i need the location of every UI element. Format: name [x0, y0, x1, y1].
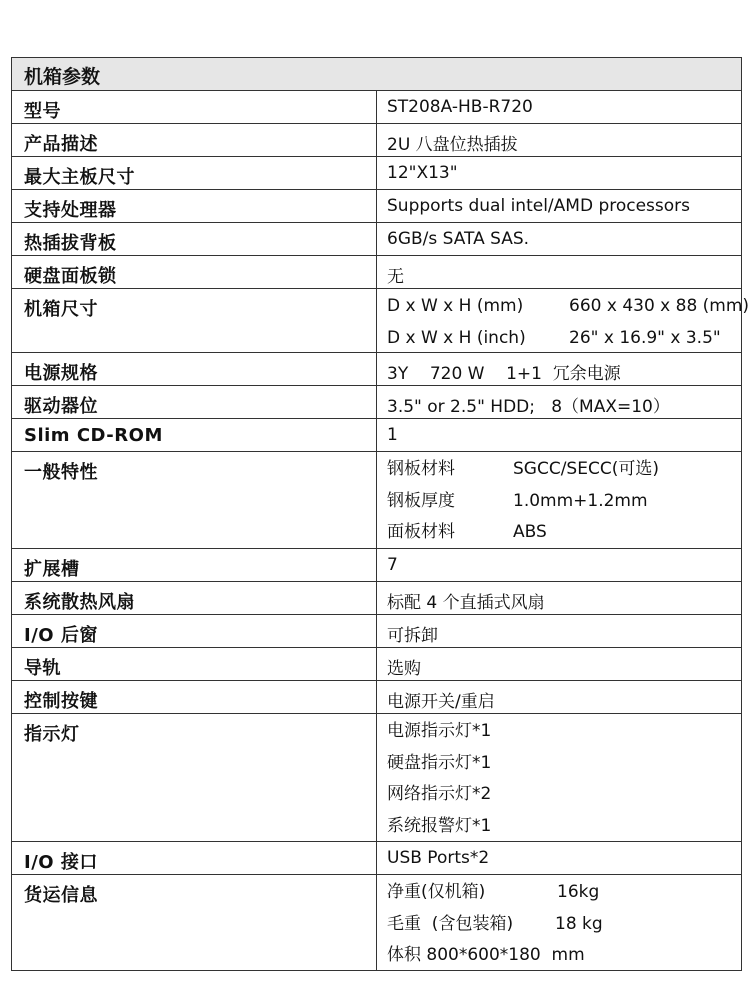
table-row [12, 91, 742, 124]
value-text: 1.0mm+1.2mm [513, 490, 648, 511]
row-value [377, 714, 742, 842]
table-row [12, 842, 742, 875]
table-row [12, 681, 742, 714]
table-header-row [12, 58, 742, 91]
value-line [387, 944, 741, 968]
row-label: 导轨 [12, 648, 377, 681]
row-label: 热插拔背板 [12, 223, 377, 256]
row-value: 6GB/s SATA SAS. [377, 223, 742, 256]
row-label: 指示灯 [12, 714, 377, 842]
row-label: 机箱尺寸 [12, 289, 377, 353]
row-value: USB Ports*2 [377, 842, 742, 875]
value-text: SGCC/SECC(可选) [513, 459, 659, 479]
table-row [12, 124, 742, 157]
table-row [12, 353, 742, 386]
row-value: 选购 [377, 648, 742, 681]
table-row [12, 190, 742, 223]
row-value: 2U 八盘位热插拔 [377, 124, 742, 157]
value-line [387, 913, 741, 945]
value-key: 毛重 (含包装箱) [387, 913, 514, 934]
value-text: ABS [513, 522, 547, 542]
row-label: 支持处理器 [12, 190, 377, 223]
row-value: 7 [377, 549, 742, 582]
value-line [387, 458, 741, 490]
table-row [12, 223, 742, 256]
row-value [377, 452, 742, 549]
value-line: 硬盘指示灯*1 [387, 752, 492, 773]
value-text: 26" x 16.9" x 3.5" [569, 327, 721, 348]
table-row [12, 714, 742, 842]
value-text: 18 kg [555, 913, 603, 934]
table-row [12, 289, 742, 353]
row-value [377, 875, 742, 971]
value-line [387, 490, 741, 522]
table-row [12, 452, 742, 549]
row-label: Slim CD-ROM [12, 419, 377, 452]
value-key: D x W x H (inch) [387, 327, 526, 348]
value-key: 钢板材料 [387, 459, 455, 479]
row-label: 一般特性 [12, 452, 377, 549]
value-key: 钢板厚度 [387, 490, 455, 511]
table-row [12, 256, 742, 289]
value-line: 电源指示灯*1 [387, 721, 492, 741]
value-text: 16kg [557, 882, 600, 902]
table-row [12, 419, 742, 452]
value-line [387, 327, 741, 351]
row-value: 可拆卸 [377, 615, 742, 648]
row-value [377, 289, 750, 353]
table-title: 机箱参数 [12, 58, 742, 91]
row-value: 标配 4 个直插式风扇 [377, 582, 742, 615]
row-label: 电源规格 [12, 353, 377, 386]
row-value: 电源开关/重启 [377, 681, 742, 714]
table-row [12, 582, 742, 615]
row-value: 12"X13" [377, 157, 742, 190]
row-value: 1 [377, 419, 742, 452]
value-line [387, 295, 750, 327]
value-line: 系统报警灯*1 [387, 815, 492, 836]
row-value: 3.5" or 2.5" HDD; 8（MAX=10） [377, 386, 742, 419]
row-label: 扩展槽 [12, 549, 377, 582]
value-line: 网络指示灯*2 [387, 784, 492, 804]
spec-sheet [11, 57, 750, 971]
table-row [12, 157, 742, 190]
row-value: 3Y 720 W 1+1 冗余电源 [377, 353, 742, 386]
value-text: 660 x 430 x 88 (mm) [569, 296, 750, 316]
row-label: 控制按键 [12, 681, 377, 714]
table-row [12, 386, 742, 419]
row-label: 硬盘面板锁 [12, 256, 377, 289]
spec-table [11, 57, 750, 971]
row-label: 货运信息 [12, 875, 377, 971]
table-row [12, 549, 742, 582]
value-key: 面板材料 [387, 522, 455, 542]
row-value: Supports dual intel/AMD processors [377, 190, 742, 223]
row-label: 系统散热风扇 [12, 582, 377, 615]
table-row [12, 875, 742, 971]
value-line [387, 881, 741, 913]
row-label: 产品描述 [12, 124, 377, 157]
row-label: 最大主板尺寸 [12, 157, 377, 190]
value-key: D x W x H (mm) [387, 296, 524, 316]
row-value: 无 [377, 256, 742, 289]
row-value: ST208A-HB-R720 [377, 91, 742, 124]
value-key: 净重(仅机箱) [387, 882, 486, 902]
table-row [12, 615, 742, 648]
table-row [12, 648, 742, 681]
value-key: 体积 800*600*180 mm [387, 945, 585, 965]
value-line [387, 521, 741, 545]
row-label: I/O 后窗 [12, 615, 377, 648]
row-label: 驱动器位 [12, 386, 377, 419]
row-label: 型号 [12, 91, 377, 124]
row-label: I/O 接口 [12, 842, 377, 875]
